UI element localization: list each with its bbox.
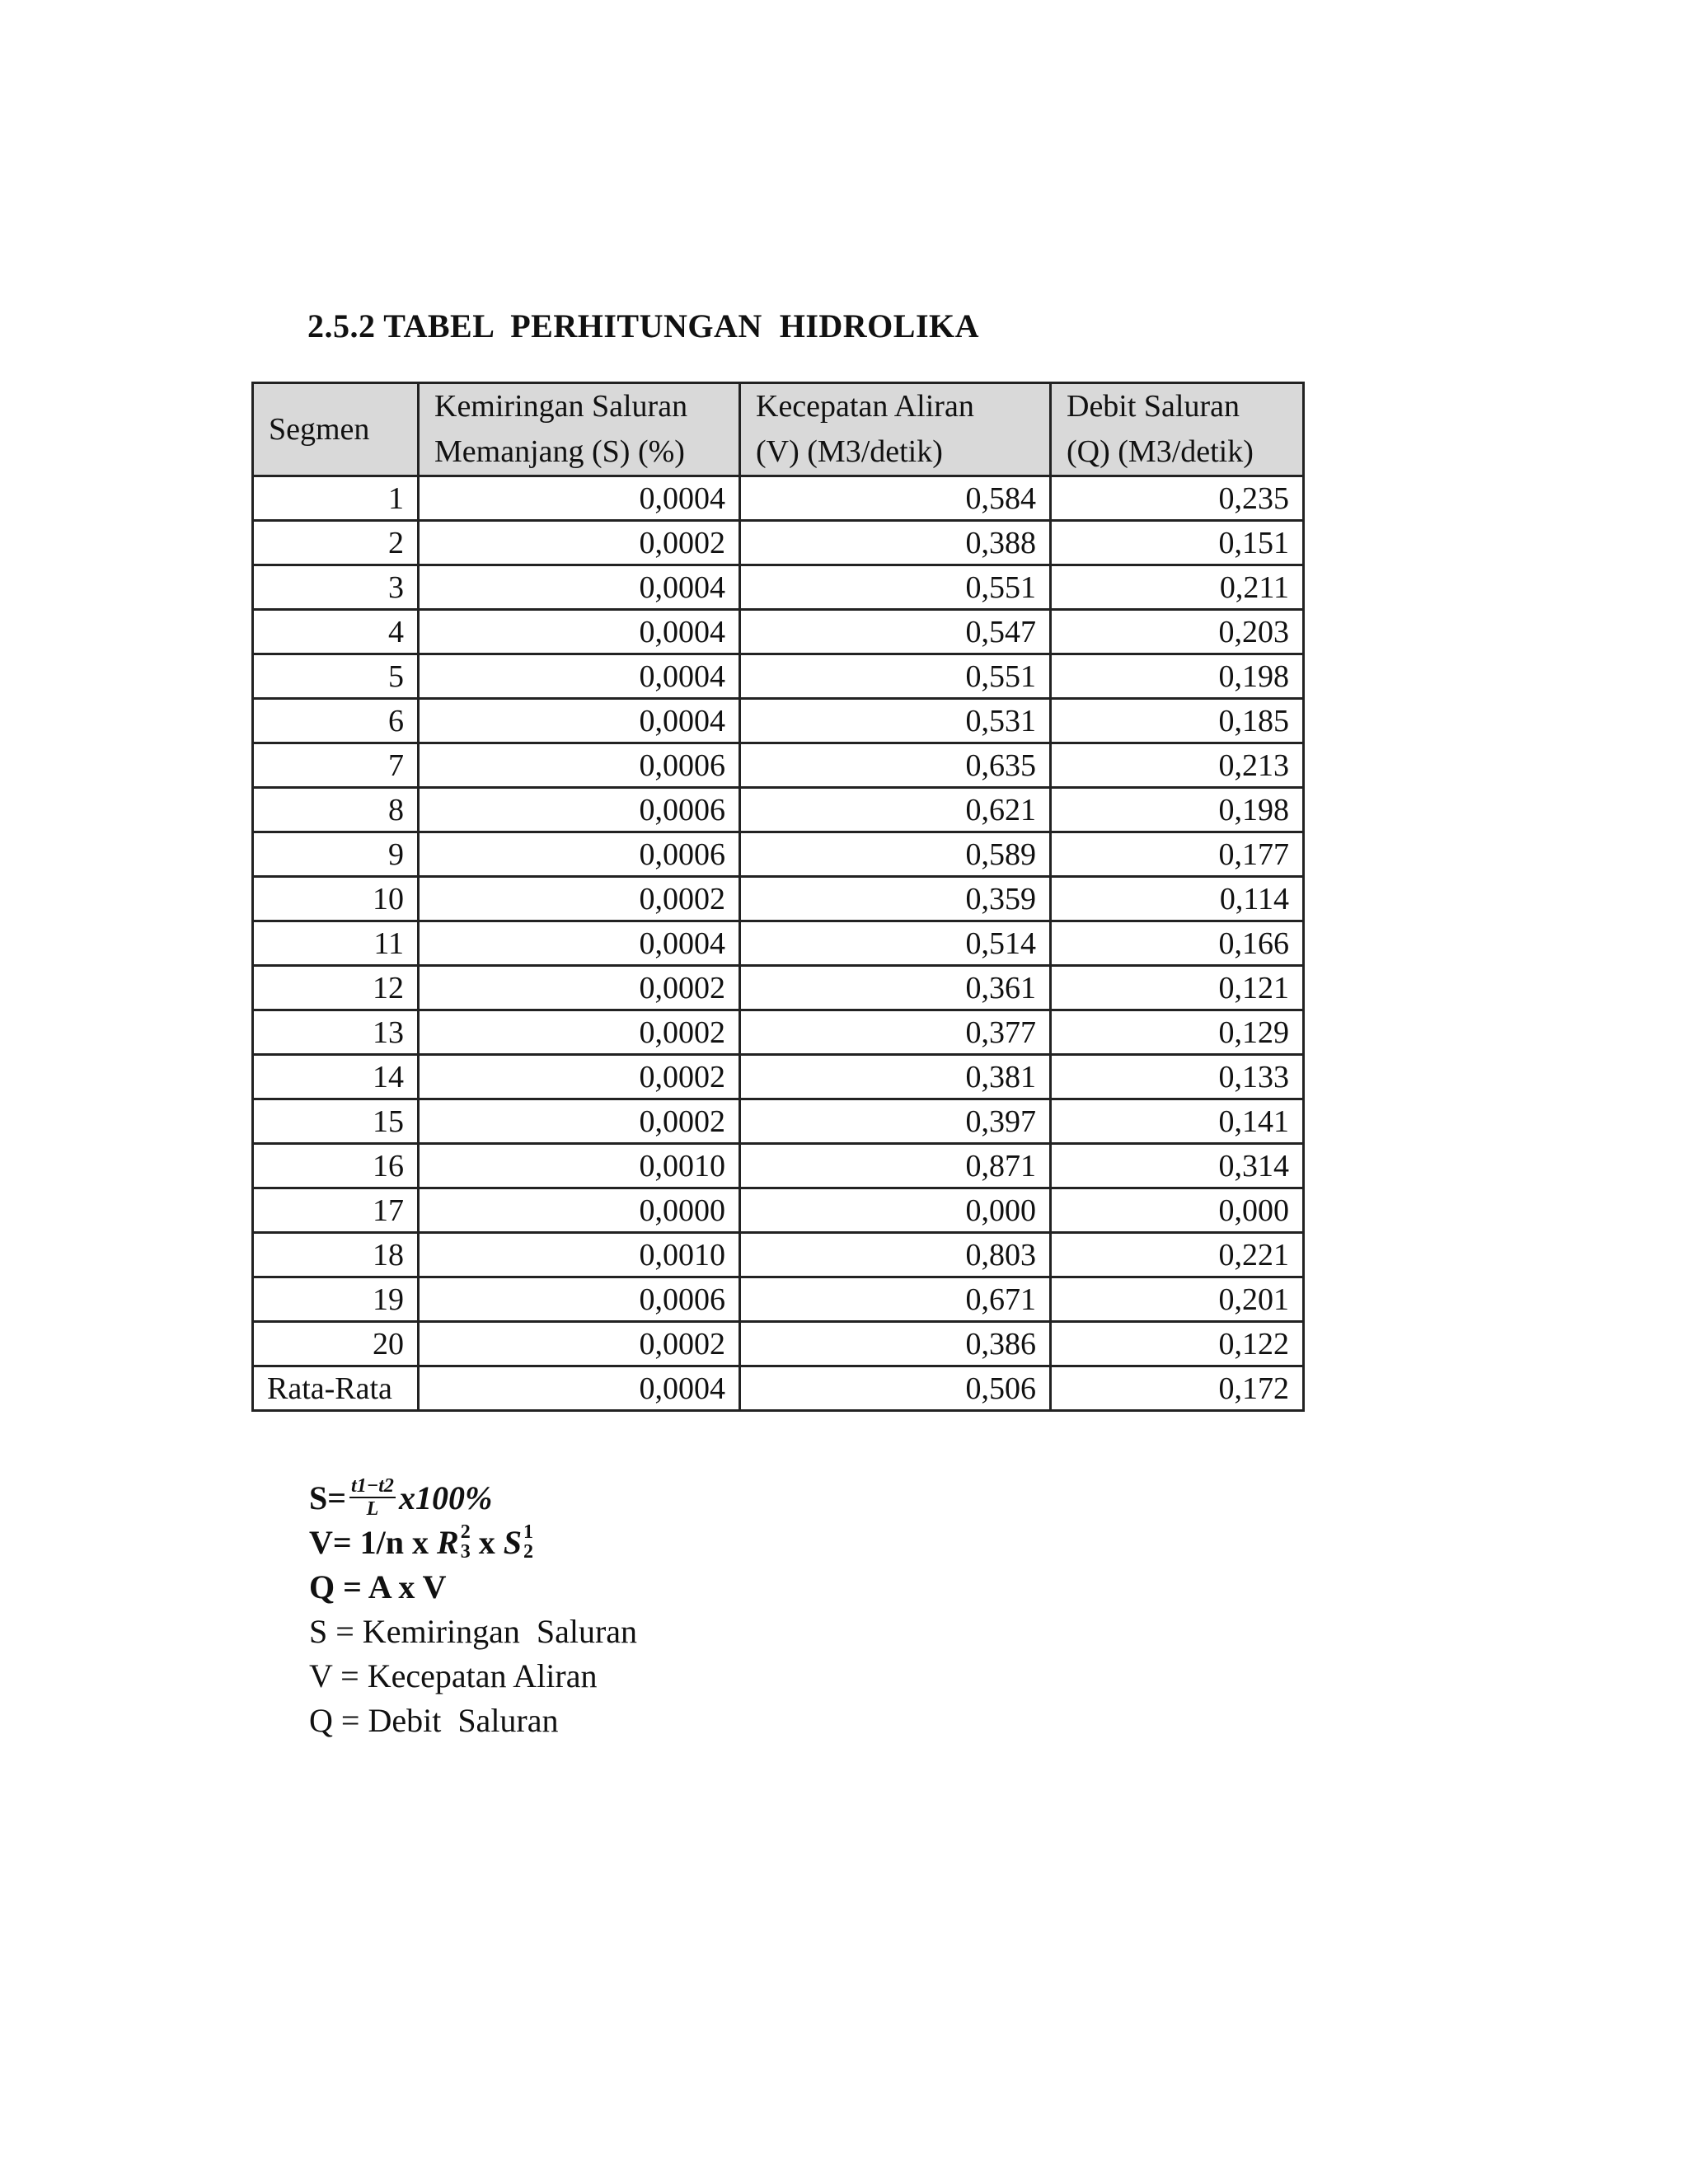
average-debit: 0,172 [1051, 1366, 1304, 1411]
cell-kecepatan: 0,361 [740, 966, 1051, 1010]
table-row [253, 877, 1304, 921]
cell-kemiringan: 0,0002 [419, 966, 740, 1010]
average-kecepatan: 0,506 [740, 1366, 1051, 1411]
cell-segmen: 15 [253, 1099, 419, 1144]
cell-debit: 0,141 [1051, 1099, 1304, 1144]
cell-segmen: 20 [253, 1322, 419, 1366]
average-kemiringan: 0,0004 [419, 1366, 740, 1411]
cell-kemiringan: 0,0002 [419, 1055, 740, 1099]
cell-kecepatan: 0,531 [740, 699, 1051, 743]
cell-debit: 0,235 [1051, 476, 1304, 521]
cell-kecepatan: 0,388 [740, 521, 1051, 565]
legend-line-v: V = Kecepatan Aliran [309, 1657, 598, 1694]
cell-debit: 0,122 [1051, 1322, 1304, 1366]
cell-debit: 0,221 [1051, 1233, 1304, 1277]
cell-kecepatan: 0,621 [740, 788, 1051, 832]
cell-segmen: 1 [253, 476, 419, 521]
cell-kecepatan: 0,377 [740, 1010, 1051, 1055]
cell-kecepatan: 0,359 [740, 877, 1051, 921]
cell-kecepatan: 0,871 [740, 1144, 1051, 1188]
header-kemiringan: Kemiringan Saluran Memanjang (S) (%) [419, 383, 740, 476]
formula-velocity-r-sub: 3 [460, 1541, 471, 1563]
cell-kecepatan: 0,381 [740, 1055, 1051, 1099]
formula-velocity-r: R [437, 1523, 459, 1561]
formula-velocity-s-exponent [523, 1522, 533, 1562]
formula-velocity-mid: x [470, 1523, 504, 1561]
table-row [253, 1277, 1304, 1322]
table-row [253, 743, 1304, 788]
cell-kemiringan: 0,0010 [419, 1144, 740, 1188]
formula-slope [309, 1475, 637, 1520]
cell-segmen: 4 [253, 610, 419, 654]
cell-kemiringan: 0,0002 [419, 1099, 740, 1144]
cell-kecepatan: 0,589 [740, 832, 1051, 877]
cell-segmen: 6 [253, 699, 419, 743]
cell-kemiringan: 0,0002 [419, 1322, 740, 1366]
table-row [253, 699, 1304, 743]
cell-segmen: 2 [253, 521, 419, 565]
cell-kecepatan: 0,000 [740, 1188, 1051, 1233]
formula-slope-rhs: x100% [398, 1479, 493, 1516]
cell-segmen: 17 [253, 1188, 419, 1233]
cell-debit: 0,177 [1051, 832, 1304, 877]
table-row [253, 1233, 1304, 1277]
cell-kecepatan: 0,584 [740, 476, 1051, 521]
cell-segmen: 5 [253, 654, 419, 699]
cell-debit: 0,151 [1051, 521, 1304, 565]
cell-kecepatan: 0,397 [740, 1099, 1051, 1144]
table-row [253, 1055, 1304, 1099]
formula-velocity-prefix: V= 1/n x [309, 1523, 438, 1561]
cell-debit: 0,129 [1051, 1010, 1304, 1055]
hydraulics-table [251, 382, 1305, 1412]
cell-debit: 0,000 [1051, 1188, 1304, 1233]
table-row [253, 966, 1304, 1010]
table-row [253, 1188, 1304, 1233]
table-row [253, 1099, 1304, 1144]
average-label: Rata-Rata [253, 1366, 419, 1411]
cell-kemiringan: 0,0010 [419, 1233, 740, 1277]
cell-kemiringan: 0,0002 [419, 1010, 740, 1055]
cell-debit: 0,185 [1051, 699, 1304, 743]
header-debit: Debit Saluran (Q) (M3/detik) [1051, 383, 1304, 476]
cell-segmen: 7 [253, 743, 419, 788]
cell-segmen: 18 [253, 1233, 419, 1277]
formula-slope-fraction [349, 1475, 396, 1521]
cell-segmen: 10 [253, 877, 419, 921]
cell-kecepatan: 0,671 [740, 1277, 1051, 1322]
cell-segmen: 8 [253, 788, 419, 832]
table-row [253, 565, 1304, 610]
cell-kecepatan: 0,514 [740, 921, 1051, 966]
formula-velocity-s: S [503, 1523, 522, 1561]
cell-debit: 0,133 [1051, 1055, 1304, 1099]
table-row [253, 1322, 1304, 1366]
header-kecepatan: Kecepatan Aliran (V) (M3/detik) [740, 383, 1051, 476]
formula-velocity-r-sup: 2 [460, 1521, 471, 1543]
cell-kecepatan: 0,547 [740, 610, 1051, 654]
cell-debit: 0,121 [1051, 966, 1304, 1010]
cell-kemiringan: 0,0004 [419, 654, 740, 699]
average-row [253, 1366, 1304, 1411]
table-row [253, 521, 1304, 565]
legend-line-s: S = Kemiringan Saluran [309, 1612, 638, 1650]
formula-slope-numerator: t1−t2 [349, 1475, 396, 1498]
cell-segmen: 14 [253, 1055, 419, 1099]
cell-segmen: 13 [253, 1010, 419, 1055]
cell-kemiringan: 0,0004 [419, 565, 740, 610]
cell-segmen: 16 [253, 1144, 419, 1188]
cell-segmen: 9 [253, 832, 419, 877]
table-row [253, 921, 1304, 966]
cell-debit: 0,198 [1051, 788, 1304, 832]
cell-segmen: 12 [253, 966, 419, 1010]
formula-slope-denominator: L [366, 1498, 379, 1520]
formula-velocity [309, 1520, 637, 1564]
cell-kecepatan: 0,635 [740, 743, 1051, 788]
cell-kemiringan: 0,0000 [419, 1188, 740, 1233]
table-row [253, 1010, 1304, 1055]
cell-debit: 0,201 [1051, 1277, 1304, 1322]
formula-velocity-s-sub: 2 [523, 1541, 533, 1563]
cell-segmen: 11 [253, 921, 419, 966]
cell-kemiringan: 0,0006 [419, 1277, 740, 1322]
header-segmen: Segmen [253, 383, 419, 476]
formula-velocity-s-sup: 1 [523, 1521, 533, 1543]
cell-kemiringan: 0,0004 [419, 699, 740, 743]
section-heading: 2.5.2 TABEL PERHITUNGAN HIDROLIKA [307, 307, 980, 344]
cell-kemiringan: 0,0004 [419, 921, 740, 966]
cell-segmen: 3 [253, 565, 419, 610]
table-row [253, 832, 1304, 877]
cell-kemiringan: 0,0006 [419, 832, 740, 877]
cell-kemiringan: 0,0004 [419, 610, 740, 654]
formula-block [309, 1475, 637, 1742]
legend-line-q: Q = Debit Saluran [309, 1701, 559, 1739]
table-row [253, 788, 1304, 832]
cell-debit: 0,211 [1051, 565, 1304, 610]
table-row [253, 476, 1304, 521]
table-row [253, 1144, 1304, 1188]
cell-kecepatan: 0,551 [740, 654, 1051, 699]
formula-slope-lhs: S= [309, 1479, 347, 1516]
cell-debit: 0,166 [1051, 921, 1304, 966]
cell-debit: 0,203 [1051, 610, 1304, 654]
table-row [253, 610, 1304, 654]
formula-discharge: Q = A x V [309, 1568, 447, 1605]
cell-kemiringan: 0,0002 [419, 521, 740, 565]
formula-velocity-r-exponent [461, 1522, 471, 1562]
table-row [253, 654, 1304, 699]
cell-debit: 0,114 [1051, 877, 1304, 921]
cell-kecepatan: 0,386 [740, 1322, 1051, 1366]
cell-kecepatan: 0,551 [740, 565, 1051, 610]
cell-kemiringan: 0,0006 [419, 743, 740, 788]
cell-kecepatan: 0,803 [740, 1233, 1051, 1277]
cell-debit: 0,198 [1051, 654, 1304, 699]
table-header-row [253, 383, 1304, 476]
cell-kemiringan: 0,0002 [419, 877, 740, 921]
cell-debit: 0,213 [1051, 743, 1304, 788]
cell-debit: 0,314 [1051, 1144, 1304, 1188]
cell-kemiringan: 0,0004 [419, 476, 740, 521]
cell-segmen: 19 [253, 1277, 419, 1322]
cell-kemiringan: 0,0006 [419, 788, 740, 832]
